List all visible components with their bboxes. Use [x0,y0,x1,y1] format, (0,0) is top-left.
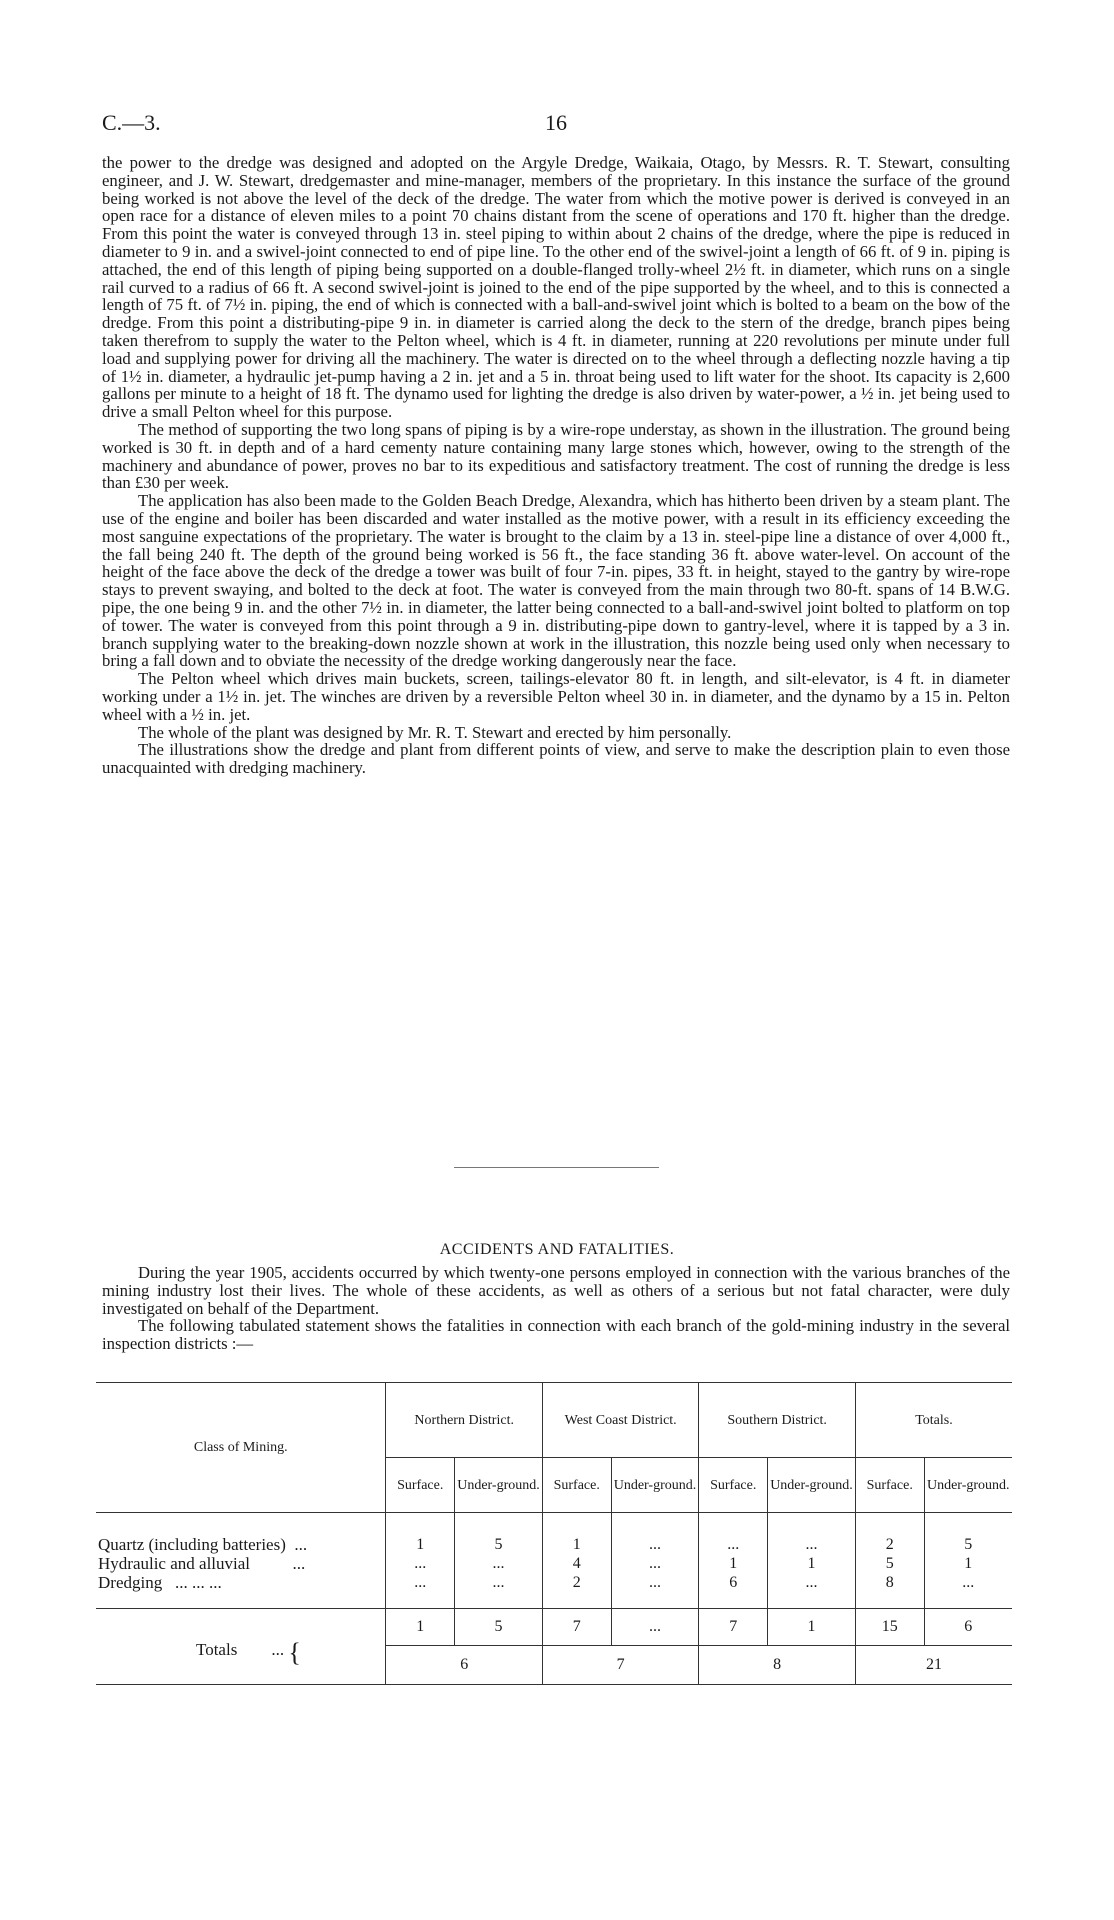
district-header: Northern District. [386,1383,542,1458]
table-cell: 7 [542,1646,698,1685]
totals-row [96,1609,1012,1646]
table-cell: 1 [542,1535,611,1554]
table-row [96,1535,1012,1554]
surface-header: Surface. [542,1458,611,1513]
table-cell: ... [611,1554,699,1573]
table-cell: ... [455,1573,543,1592]
district-header: Southern District. [699,1383,855,1458]
page-number: 16 [545,110,567,135]
table-cell: 6 [924,1609,1012,1646]
brace-icon: { [288,1637,301,1667]
table-cell: ... [768,1535,856,1554]
table-cell: 6 [386,1646,542,1685]
paragraph: The Pelton wheel which drives main buckets, screen, tailings-elevator 80 ft. in length, and silt-elevator, is 4 ft. in diameter working under a 1½ in. jet. The winches are driven by a reversible Pelton wheel 30 in. in diameter, and the dynamo by a 15 in. Pelton wheel with a ½ in. jet. [102,669,1010,724]
row-label: Dredging [98,1573,163,1592]
table-cell: 1 [386,1609,455,1646]
underground-header: Under-ground. [455,1458,543,1513]
table-cell: 5 [455,1535,543,1554]
district-header: Totals. [855,1383,1012,1458]
paragraph: The application has also been made to the Golden Beach Dredge, Alexandra, which has hitherto been driven by a steam plant. The use of the engine and boiler has been discarded and water installed as the motive power, with a result in its efficiency exceeding the most sanguine expectations of the proprietary. The water is brought to the claim by a 13 in. steel-pipe line a distance of over 4,000 ft., the fall being 240 ft. The depth of the ground being worked is 56 ft., the face standing 36 ft. above water-level. On account of the height of the face above the deck of the dredge a tower was built of four 7-in. pipes, 33 ft. in height, stayed to the gantry by wire-rope stays to prevent swaying, and bolted to the deck at foot. The water is conveyed from the main through two 80-ft. spans of 14 B.W.G. pipe, the one being 9 in. and the other 7½ in. in diameter, the latter being connected to a ball-and-swivel joint bolted to platform on top of tower. The water is conveyed from this point through a 9 in. distributing-pipe down to gantry-level, where it is tapped by a 3 in. branch supplying water to the breaking-down nozzle shown at work in the illustration, this nozzle being used only when necessary to bring a fall down and to obviate the necessity of the dredge working dangerously near the face. [102,491,1010,671]
table-cell: 1 [699,1554,768,1573]
table-cell: 1 [768,1554,856,1573]
table-cell: ... [768,1573,856,1592]
underground-header: Under-ground. [768,1458,856,1513]
paragraph: The following tabulated statement shows the fatalities in connection with each branch of the gold-mining industry in the several inspection districts :— [102,1316,1010,1354]
body-text [102,154,1010,777]
underground-header: Under-ground. [611,1458,699,1513]
table-cell: ... [611,1573,699,1592]
table-cell: 1 [768,1609,856,1646]
table-cell: 4 [542,1554,611,1573]
totals-label: Totals [196,1639,238,1659]
table-cell: 15 [855,1609,924,1646]
row-label: Quartz (including batteries) [98,1535,286,1554]
underground-header: Under-ground. [924,1458,1012,1513]
table-cell: 1 [924,1554,1012,1573]
table-cell: 6 [699,1573,768,1592]
table-cell: ... [386,1573,455,1592]
paragraph: The whole of the plant was designed by Mr. R. T. Stewart and erected by him personally. [138,722,732,742]
paragraph: the power to the dredge was designed and adopted on the Argyle Dredge, Waikaia, Otago, by Messrs. R. T. Stewart, consulting engineer, and J. W. Stewart, dredgemaster and mine-manager, members of the proprietary. In this instance the surface of the ground being worked is not above the level of the deck of the dredge. The water from which the motive power is derived is conveyed in an open race for a distance of eleven miles to a point 70 chains distant from the scene of operations and 170 ft. higher than the dredge. From this point the water is conveyed through 13 in. steel piping to within about 2 chains of the dredge, where the pipe is reduced in diameter to 9 in. and a swivel-joint connected to end of pipe line. To the other end of the swivel-joint a length of 66 ft. of 9 in. piping is attached, the end of this length of piping being supported on a double-flanged trolly-wheel 2½ ft. in diameter, which runs on a single rail curved to a radius of 66 ft. A second swivel-joint is joined to the end of the pipe supported by the wheel, and to this is connected a length of 75 ft. of 7½ in. piping, the end of which is connected with a ball-and-swivel joint which is bolted to a beam on the bow of the dredge. From this point a distributing-pipe 9 in. in diameter is carried along the deck to the stern of the dredge, branch pipes being taken therefrom to supply the water to the Pelton wheel, which is 4 ft. in diameter, running at 220 revolutions per minute under full load and supplying power for driving all the machinery. The water is directed on to the wheel through a deflecting nozzle having a tip of 1½ in. diameter, a hydraulic jet-pump having a 2 in. jet and a 5 in. throat being used to lift water for the shoot. Its capacity is 2,600 gallons per minute to a height of 18 ft. The dynamo used for lighting the dredge is also driven by water-power, a ½ in. jet being used to drive a small Pelton wheel for this purpose. [102,153,1010,422]
surface-header: Surface. [855,1458,924,1513]
row-label: Hydraulic and alluvial [98,1554,251,1573]
paragraph: The illustrations show the dredge and plant from different points of view, and serve to make the description plain to even those unacquainted with dredging machinery. [102,740,1010,778]
table-cell: 8 [699,1646,855,1685]
table-cell: 2 [855,1535,924,1554]
table-cell: 7 [699,1609,768,1646]
paragraph: During the year 1905, accidents occurred by which twenty-one persons employed in connection with the various branches of the mining industry lost their lives. The whole of these accidents, as well as others of a serious but not fatal character, were duly investigated on behalf of the Department. [102,1263,1010,1318]
table-cell: 21 [855,1646,1012,1685]
section-divider [454,1167,659,1168]
fatalities-table [96,1382,1012,1685]
class-of-mining-header: Class of Mining. [96,1383,386,1513]
table-cell: 2 [542,1573,611,1592]
table-cell: ... [611,1535,699,1554]
table-cell: 1 [386,1535,455,1554]
leader-dots: ... [271,1639,285,1659]
surface-header: Surface. [386,1458,455,1513]
table-cell: ... [924,1573,1012,1592]
leader-dots: ... [294,1535,308,1554]
section-text [102,1264,1010,1353]
document-code: C.—3. [102,110,161,135]
leader-dots: ... ... ... [174,1573,222,1592]
table-cell: 5 [455,1609,543,1646]
table-cell: 5 [855,1554,924,1573]
table-row [96,1554,1012,1573]
table-cell: 5 [924,1535,1012,1554]
surface-header: Surface. [699,1458,768,1513]
section-title: ACCIDENTS AND FATALITIES. [439,1241,675,1258]
table-cell: ... [386,1554,455,1573]
district-header: West Coast District. [542,1383,698,1458]
table-cell: 7 [542,1609,611,1646]
table-cell: 8 [855,1573,924,1592]
paragraph: The method of supporting the two long spans of piping is by a wire-rope understay, as shown in the illustration. The ground being worked is 30 ft. in depth and of a hard cementy nature containing many large stones which, however, owing to the strength of the machinery and abundance of power, proves no bar to its expeditious and satisfactory treatment. The cost of running the dredge is less than £30 per week. [102,419,1010,493]
table-row [96,1573,1012,1592]
table-cell: ... [611,1609,699,1646]
table-cell: ... [455,1554,543,1573]
leader-dots: ... [292,1554,306,1573]
table-cell: ... [699,1535,768,1554]
